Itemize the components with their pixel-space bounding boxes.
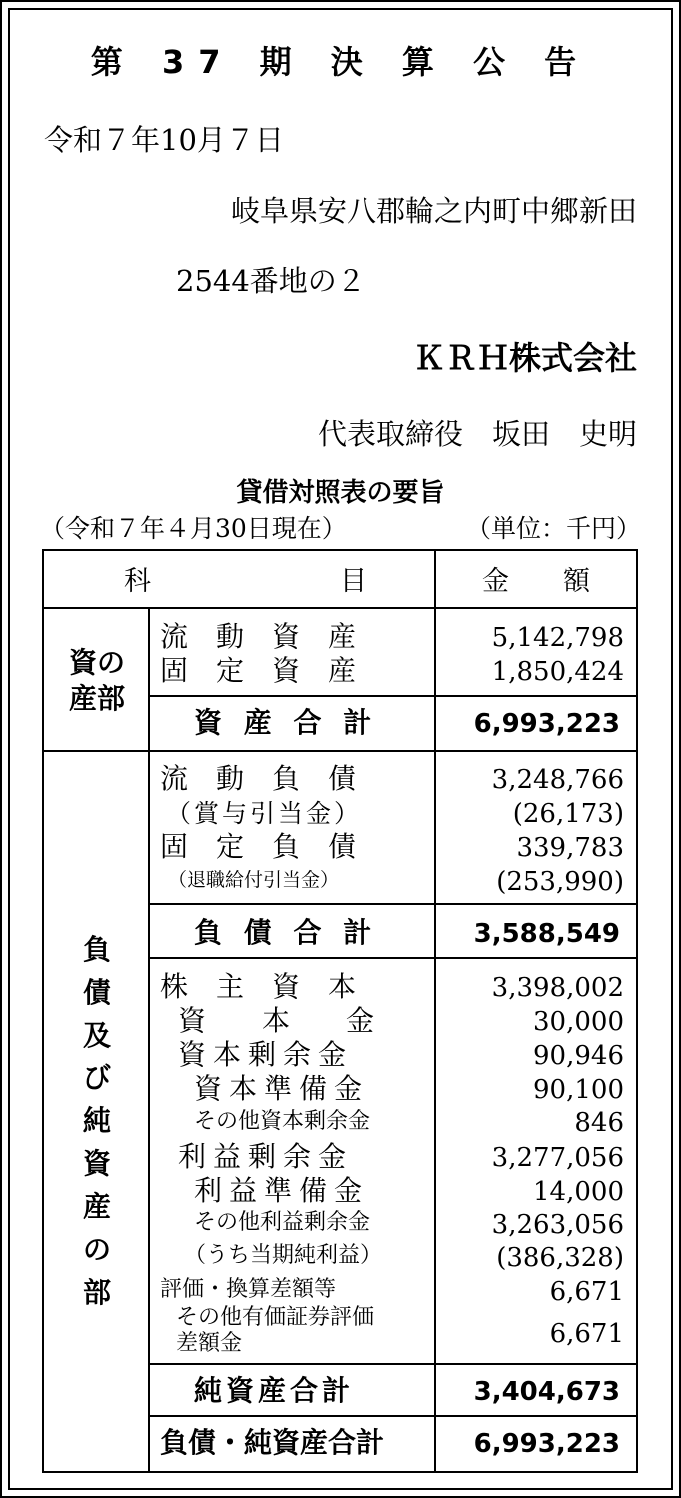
net-income-value: (386,328) (496, 1243, 624, 1273)
representative: 代表取締役 坂田 史明 (317, 417, 637, 451)
header-account: 科 目 (124, 566, 367, 597)
net-assets-total-label: 純資産合計 (194, 1374, 355, 1407)
bonus-reserve-label: （賞与引当金） (166, 799, 363, 828)
liab-equity-section-label: 負 債 及 び 純 資 産 の 部 (82, 933, 111, 1309)
amount-column-divider (434, 551, 436, 1471)
grand-total-value: 6,993,223 (473, 1429, 620, 1459)
current-liab-label: 流 動 負 債 (160, 762, 357, 795)
asset-total-label: 資 産 合 計 (194, 706, 378, 739)
securities-diff-value: 6,671 (549, 1319, 624, 1349)
retained-earnings-value: 3,277,056 (491, 1143, 624, 1173)
balance-sheet-title: 貸借対照表の要旨 (236, 478, 445, 508)
capital-reserve-value: 90,100 (533, 1075, 624, 1105)
current-assets-value: 5,142,798 (491, 623, 624, 653)
company-name: ＫＲＨ株式会社 (412, 339, 637, 377)
retirement-reserve-label: （退職給付引当金） (168, 869, 340, 891)
capital-surplus-label: 資本剰余金 (178, 1038, 354, 1071)
assets-bottom-rule (44, 750, 636, 752)
assets-section-label: 資の 産部 (68, 646, 125, 716)
current-liab-value: 3,248,766 (491, 765, 624, 795)
header-bottom-rule (44, 607, 636, 609)
grand-total-label: 負債・純資産合計 (160, 1426, 385, 1459)
legal-reserve-value: 14,000 (533, 1177, 624, 1207)
bonus-reserve-value: (26,173) (512, 799, 624, 829)
securities-diff-label-2: 差額金 (176, 1331, 243, 1356)
liab-total-top-rule (148, 903, 636, 905)
header-amount: 金 額 (482, 566, 590, 597)
liab-total-bottom-rule (148, 957, 636, 959)
valuation-value: 6,671 (549, 1277, 624, 1307)
balance-sheet-table (42, 549, 638, 1473)
capital-value: 30,000 (533, 1007, 624, 1037)
securities-diff-label-1: その他有価証券評価 (176, 1305, 375, 1330)
capital-label: 資 本 金 (178, 1004, 375, 1037)
section-column-divider (148, 607, 150, 1471)
fixed-liab-label: 固 定 負 債 (160, 830, 357, 863)
liab-total-value: 3,588,549 (473, 919, 620, 949)
legal-reserve-label: 利益準備金 (194, 1174, 370, 1207)
notice-title: 第 37 期 決 算 公 告 (90, 43, 591, 81)
liab-total-label: 負 債 合 計 (194, 916, 378, 949)
notice-date: 令和７年10月７日 (44, 123, 284, 157)
net-assets-total-top-rule (148, 1363, 636, 1365)
grand-total-top-rule (148, 1415, 636, 1417)
valuation-label: 評価・換算差額等 (160, 1277, 337, 1302)
current-assets-label: 流 動 資 産 (160, 620, 357, 653)
fixed-assets-value: 1,850,424 (491, 657, 624, 687)
asset-total-top-rule (148, 695, 636, 697)
fixed-assets-label: 固 定 資 産 (160, 654, 357, 687)
other-capital-surplus-label: その他資本剰余金 (194, 1109, 371, 1134)
retirement-reserve-value: (253,990) (496, 867, 624, 897)
other-retained-value: 3,263,056 (491, 1210, 624, 1240)
shareholders-equity-value: 3,398,002 (491, 973, 624, 1003)
capital-reserve-label: 資本準備金 (194, 1072, 370, 1105)
address-line-1: 岐阜県安八郡輪之内町中郷新田 (230, 194, 637, 228)
address-line-2: 2544番地の２ (176, 264, 366, 298)
unit-label: （単位：千円） (465, 514, 641, 543)
net-assets-total-value: 3,404,673 (473, 1377, 620, 1407)
as-of-date: （令和７年４月30日現在） (40, 514, 347, 543)
asset-total-value: 6,993,223 (473, 709, 620, 739)
fixed-liab-value: 339,783 (516, 833, 624, 863)
other-capital-surplus-value: 846 (574, 1108, 624, 1138)
retained-earnings-label: 利益剰余金 (178, 1140, 354, 1173)
other-retained-label: その他利益剰余金 (194, 1210, 371, 1235)
net-income-label: （うち当期純利益） (184, 1243, 383, 1268)
capital-surplus-value: 90,946 (533, 1041, 624, 1071)
shareholders-equity-label: 株 主 資 本 (160, 970, 357, 1003)
